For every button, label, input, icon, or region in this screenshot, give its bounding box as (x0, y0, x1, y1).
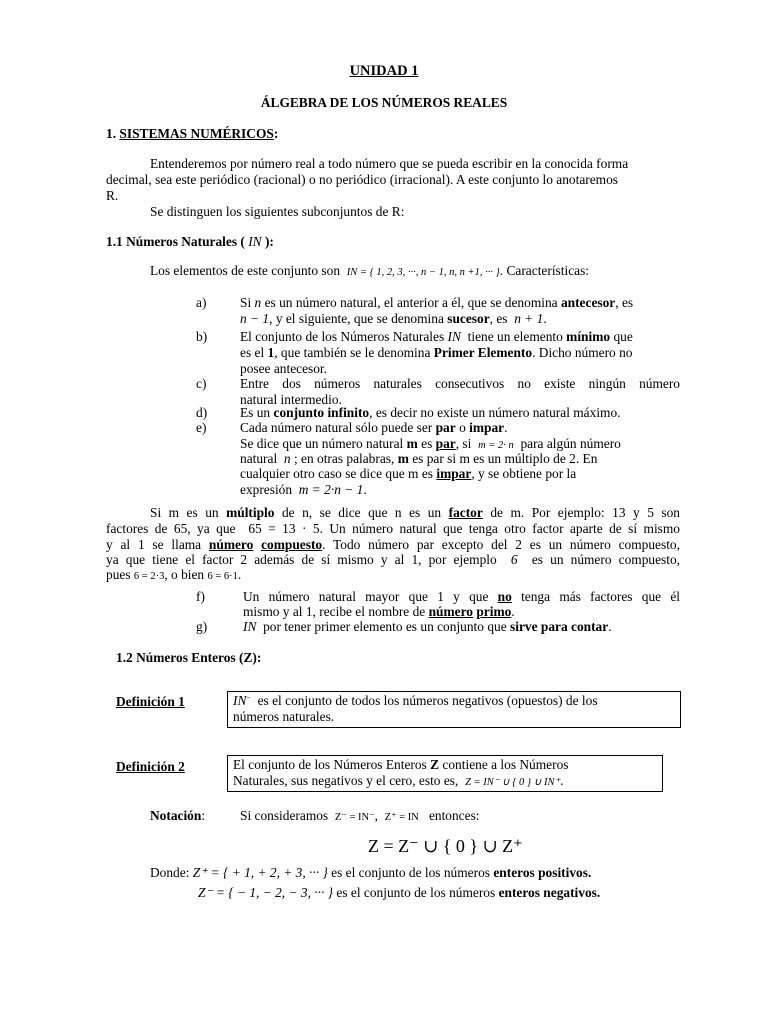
item-d-line-1: Es un conjunto infinito, es decir no existe un número natural máximo. (240, 405, 621, 420)
naturals-intro: Los elementos de este conjunto son IN = { 1, 2, 3, ···, n − 1, n, n +1, ··· }. Características: (150, 263, 590, 278)
notation-line: Notación: (150, 808, 206, 823)
item-a-letter: a) (196, 295, 207, 310)
item-e-line-2: Se dice que un número natural m es par, si m = 2· n para algún número (240, 436, 621, 451)
donde-line-1: Donde: Z⁺ = { + 1, + 2, + 3, ··· } es el conjunto de los números enteros positivos. (150, 865, 592, 880)
multiples-line-5: pues 6 = 2·3, o bien 6 = 6·1. (106, 567, 242, 582)
paragraph-1-line-2: decimal, sea este periódico (racional) o no periódico (irracional). A este conjunto lo anotaremos (106, 172, 619, 187)
multiples-line-2: factores de 65, ya que 65 = 13 · 5. Un número natural que tenga otro factor aparte de sí mismo (106, 521, 680, 536)
definition-1-line-1: IN− es el conjunto de todos los números negativos (opuestos) de los (233, 693, 598, 708)
item-c-letter: c) (196, 376, 207, 391)
multiples-line-1: Si m es un múltiplo de n, se dice que n es un factor de m. Por ejemplo: 13 y 5 son (150, 505, 680, 520)
item-b-line-1: El conjunto de los Números Naturales IN tiene un elemento mínimo que (240, 329, 633, 344)
item-g-line-1: IN por tener primer elemento es un conjunto que sirve para contar. (243, 619, 612, 634)
definition-2-formula: Z = IN⁻ ∪ { 0 } ∪ IN⁺ (465, 777, 561, 788)
item-e-line-1: Cada número natural sólo puede ser par o impar. (240, 420, 508, 435)
negative-integers-set: Z⁻ = { − 1, − 2, − 3, ··· } (198, 885, 334, 900)
naturals-set-formula: IN = { 1, 2, 3, ···, n − 1, n, n +1, ··· } (346, 267, 500, 278)
paragraph-1-line-3: R. (106, 188, 119, 203)
item-f-letter: f) (196, 589, 205, 604)
item-g-letter: g) (196, 619, 208, 634)
definition-2-line-2: Naturales, sus negativos y el cero, esto es, Z = IN⁻ ∪ { 0 } ∪ IN⁺. (233, 773, 564, 788)
item-f-line-1: Un número natural mayor que 1 y que no tenga más factores que él (243, 589, 680, 604)
item-a-line-2: n − 1, y el siguiente, que se denomina sucesor, es n + 1. (240, 311, 547, 326)
donde-line-2: Z⁻ = { − 1, − 2, − 3, ··· } es el conjunto de los números enteros negativos. (198, 885, 601, 900)
definition-2-line-1: El conjunto de los Números Enteros Z contiene a los Números (233, 757, 569, 772)
item-b-line-3: posee antecesor. (240, 361, 327, 376)
item-d-letter: d) (196, 405, 208, 420)
item-f-line-2: mismo y al 1, recibe el nombre de número primo. (243, 604, 515, 619)
definition-2-label: Definición 2 (116, 759, 185, 774)
unit-title: UNIDAD 1 (349, 63, 419, 79)
item-a-line-1: Si n es un número natural, el anterior a él, que se denomina antecesor, es (240, 295, 634, 310)
integers-main-formula: Z = Z⁻ ∪ { 0 } ∪ Z⁺ (368, 836, 523, 856)
item-b-line-2: es el 1, que también se le denomina Primer Elemento. Dicho número no (240, 345, 633, 360)
multiples-line-4: ya que tiene el factor 2 además de sí mismo y al 1, por ejemplo 6 es un número compuesto, (106, 552, 681, 567)
definition-1-line-2: números naturales. (233, 709, 335, 724)
item-c-line-1: Entre dos números naturales consecutivos no existe ningún número (240, 376, 680, 391)
item-e-line-5: expresión m = 2·n − 1. (240, 482, 367, 497)
notation-text: Si consideramos Z⁻ = IN⁻, Z⁺ = IN entonces: (240, 808, 480, 823)
section-1-heading: 1. SISTEMAS NUMÉRICOS: (106, 126, 279, 141)
item-b-letter: b) (196, 329, 208, 344)
positive-integers-set: Z⁺ = { + 1, + 2, + 3, ··· } (192, 865, 328, 880)
section-1-2-heading: 1.2 Números Enteros (Z): (116, 650, 262, 665)
item-e-letter: e) (196, 420, 207, 435)
item-e-line-4: cualquier otro caso se dice que m es impar, y se obtiene por la (240, 466, 577, 481)
multiples-line-3: y al 1 se llama número compuesto. Todo número par excepto del 2 es un número compuesto, (106, 537, 680, 552)
item-e-line-3: natural n ; en otras palabras, m es par si m es un múltiplo de 2. En (240, 451, 598, 466)
paragraph-2: Se distinguen los siguientes subconjuntos de R: (150, 204, 405, 219)
chapter-title: ÁLGEBRA DE LOS NÚMEROS REALES (260, 95, 508, 110)
section-1-1-heading: 1.1 Números Naturales ( IN ): (106, 234, 274, 249)
item-c-line-2: natural intermedio. (240, 392, 342, 407)
definition-1-box (227, 691, 681, 728)
definition-1-label: Definición 1 (116, 694, 185, 709)
paragraph-1-line-1: Entenderemos por número real a todo número que se pueda escribir en la conocida forma (150, 156, 629, 171)
definition-2-box (227, 755, 663, 792)
